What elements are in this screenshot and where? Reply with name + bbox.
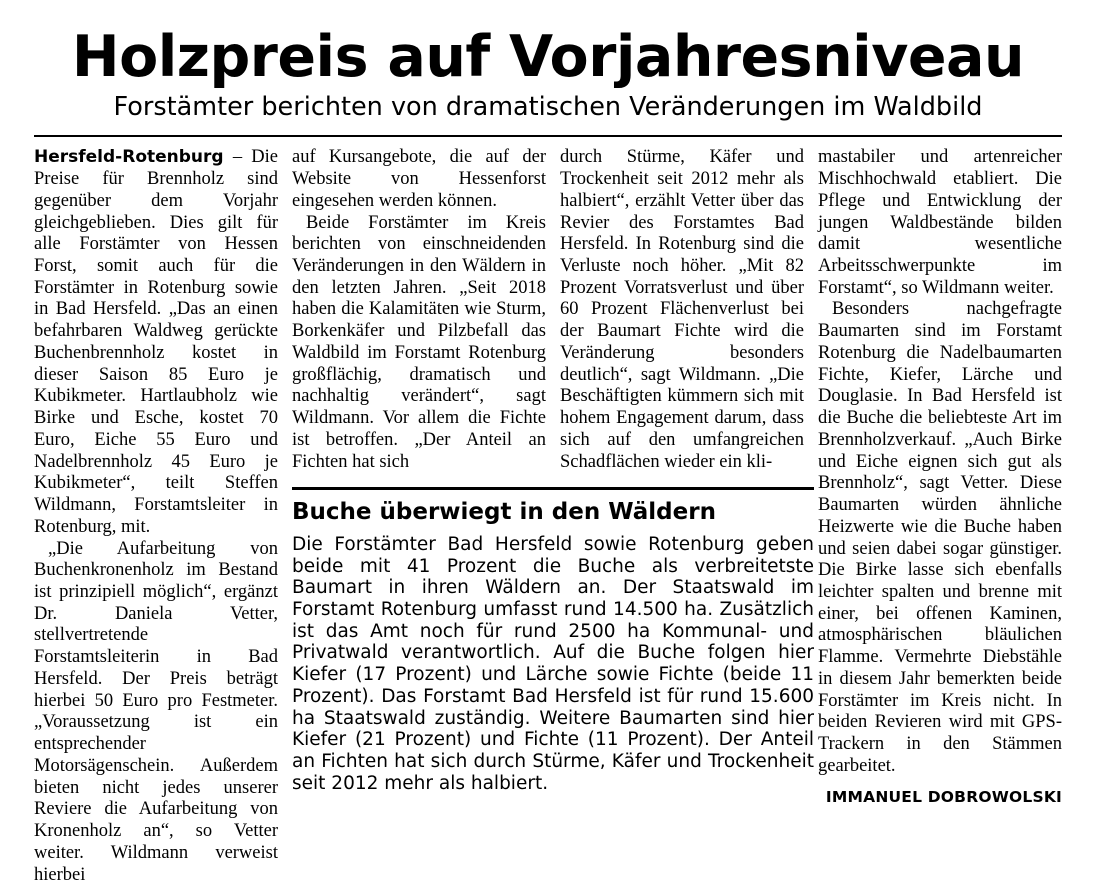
sidebar-box bbox=[292, 487, 814, 794]
paragraph: Besonders nachgefragte Baumarten sind im Forstamt Rotenburg die Nadelbaumarten Fichte, Kiefer, Lärche und Douglasie. In Bad Hersfeld ist die Buche die beliebteste Art im Brennholzverkauf. „Auch Birke und Eiche eignen sich gut als Brennholz“, sagt Vetter. Diese Baumarten würden ähnliche Heizwerte wie die Buche haben und seien dabei sogar günstiger. Die Birke lasse sich ebenfalls leichter spalten und brenne mit einer, bei offenen Kaminen, atmosphärischen bläulichen Flamme. Vermehrte Diebstähle in diesem Jahr bemerkten beide Forstämter im Kreis nicht. In beiden Revieren wird mit GPS-Trackern in den Stämmen gearbeitet. bbox=[818, 299, 1062, 776]
dateline: Hersfeld-Rotenburg bbox=[34, 147, 224, 168]
header-divider bbox=[34, 135, 1062, 137]
paragraph: durch Stürme, Käfer und Trockenheit seit 2012 mehr als halbiert“, erzählt Vetter über das Revier des Forstamtes Bad Hersfeld. In Rotenburg sind die Verluste noch höher. „Mit 82 Prozent Vorratsverlust und über 60 Prozent Flächenverlust bei der Baumart Fichte wird die Veränderung besonders deutlich“, sagt Wildmann. „Die Beschäftigten kümmern sich mit hohem Engagement darum, dass sich auf den umfangreichen Schadflächen wieder ein kli- bbox=[560, 147, 804, 472]
column-4 bbox=[818, 147, 1062, 805]
page-title: Holzpreis auf Vorjahresniveau bbox=[71, 24, 1025, 90]
column-1 bbox=[34, 147, 278, 886]
byline: IMMANUEL DOBROWOLSKI bbox=[825, 787, 1062, 806]
paragraph: Beide Forstämter im Kreis berichten von einschneidenden Veränderungen in den Wäldern in den letzten Jahren. „Seit 2018 haben die Kalamitäten wie Sturm, Borkenkäfer und Pilzbefall das Waldbild im Forstamt Rotenburg großflächig, dramatisch und nachhaltig verändert“, sagt Wildmann. Vor allem die Fichte ist betroffen. „Der Anteil an Fichten hat sich bbox=[292, 212, 546, 472]
article-columns bbox=[34, 147, 1062, 886]
paragraph: „Die Aufarbeitung von Buchenkronenholz im Bestand ist prinzipiell möglich“, ergänzt Dr. Daniela Vetter, stellvertretende Forstamtsleiterin in Bad Hersfeld. Der Preis beträgt hierbei 50 Euro pro Festmeter. „Voraussetzung ist ein entsprechender Motorsägenschein. Außerdem bieten nicht jedes unserer Reviere die Aufarbeitung von Kronenholz an“, so Vetter weiter. Wildmann verweist hierbei bbox=[34, 538, 278, 885]
column-3 bbox=[560, 147, 804, 473]
sidebar-title: Buche überwiegt in den Wäldern bbox=[292, 499, 716, 526]
page-subtitle: Forstämter berichten von dramatischen Veränderungen im Waldbild bbox=[113, 92, 983, 123]
paragraph bbox=[34, 147, 278, 538]
paragraph: auf Kursangebote, die auf der Website von Hessenforst eingesehen werden können. bbox=[292, 147, 546, 211]
paragraph-text: – Die Preise für Brennholz sind gegenüber dem Vorjahr gleichgeblieben. Dies gilt für alle Forstämter von Hessen Forst, somit auch für die Forstämter in Rotenburg sowie in Bad Hersfeld. „Das an einen befahrbaren Waldweg gerückte Buchenbrennholz kostet in dieser Saison 85 Euro je Kubikmeter. Hartlaubholz wie Birke und Esche, kostet 70 Euro, Eiche 55 Euro und Nadelbrennholz 45 Euro je Kubikmeter“, teilt Steffen Wildmann, Forstamtsleiter in Rotenburg, mit. bbox=[34, 147, 278, 537]
paragraph: mastabiler und artenreicher Mischhochwald etabliert. Die Pflege und Entwicklung der jungen Waldbestände bilden damit wesentliche Arbeitsschwerpunkte im Forstamt“, so Wildmann weiter. bbox=[818, 147, 1062, 298]
sidebar-body: Die Forstämter Bad Hersfeld sowie Rotenburg geben beide mit 41 Prozent die Buche als verbreitetste Baumart in ihren Wäldern an. Der Staatswald im Forstamt Rotenburg umfasst rund 14.500 ha. Zusätzlich ist das Amt noch für rund 2500 ha Kommunal- und Privatwald verantwortlich. Auf die Buche folgen hier Kiefer (17 Prozent) und Lärche sowie Fichte (beide 11 Prozent). Das Forstamt Bad Hersfeld ist für rund 15.600 ha Staatswald zuständig. Weitere Baumarten sind hier Kiefer (21 Prozent) und Fichte (11 Prozent). Der Anteil an Fichten hat sich durch Stürme, Käfer und Trockenheit seit 2012 mehr als halbiert. bbox=[292, 533, 814, 794]
